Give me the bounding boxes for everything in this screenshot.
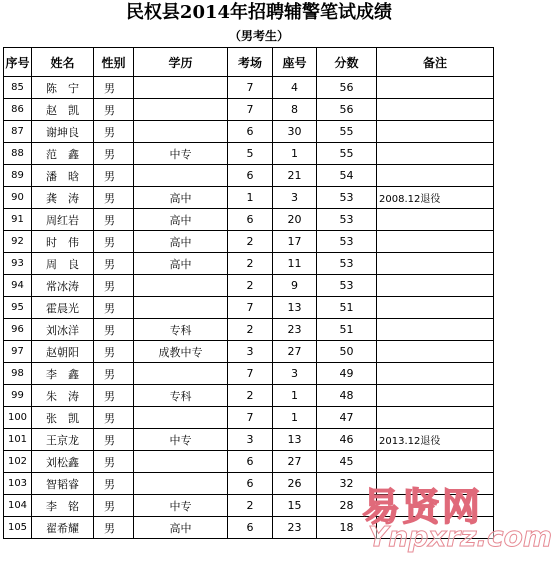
cell-gender: 男: [94, 495, 134, 517]
table-row: [4, 363, 494, 385]
cell-name: 翟希耀: [32, 517, 94, 539]
cell-education: [134, 407, 228, 429]
cell-note: [377, 341, 494, 363]
cell-gender: 男: [94, 429, 134, 451]
cell-seat: 17: [273, 231, 317, 253]
header-gender: 性别: [94, 48, 134, 77]
cell-exam-hall: 2: [228, 231, 273, 253]
cell-score: 53: [317, 209, 377, 231]
cell-exam-hall: 3: [228, 429, 273, 451]
table-row: [4, 495, 494, 517]
cell-exam-hall: 2: [228, 319, 273, 341]
cell-score: 51: [317, 319, 377, 341]
cell-score: 54: [317, 165, 377, 187]
cell-name: 李 鑫: [32, 363, 94, 385]
cell-exam-hall: 2: [228, 495, 273, 517]
cell-seat: 3: [273, 187, 317, 209]
cell-no: 93: [4, 253, 32, 275]
cell-education: [134, 121, 228, 143]
cell-seat: 13: [273, 297, 317, 319]
cell-education: 高中: [134, 253, 228, 275]
header-name: 姓名: [32, 48, 94, 77]
cell-name: 李 铭: [32, 495, 94, 517]
cell-seat: 21: [273, 165, 317, 187]
cell-note: [377, 451, 494, 473]
cell-score: 53: [317, 187, 377, 209]
cell-name: 龚 涛: [32, 187, 94, 209]
cell-gender: 男: [94, 385, 134, 407]
cell-note: [377, 495, 494, 517]
cell-education: 高中: [134, 187, 228, 209]
table-row: [4, 231, 494, 253]
cell-no: 102: [4, 451, 32, 473]
cell-note: [377, 385, 494, 407]
cell-note: [377, 165, 494, 187]
cell-note: [377, 231, 494, 253]
cell-no: 90: [4, 187, 32, 209]
cell-no: 94: [4, 275, 32, 297]
cell-education: [134, 297, 228, 319]
cell-exam-hall: 6: [228, 451, 273, 473]
cell-name: 朱 涛: [32, 385, 94, 407]
cell-note: [377, 99, 494, 121]
cell-score: 49: [317, 363, 377, 385]
cell-name: 王京龙: [32, 429, 94, 451]
cell-seat: 23: [273, 319, 317, 341]
table-row: [4, 517, 494, 539]
table-header-row: [4, 48, 494, 77]
cell-note: [377, 473, 494, 495]
cell-exam-hall: 7: [228, 77, 273, 99]
header-seat: 座号: [273, 48, 317, 77]
cell-score: 55: [317, 143, 377, 165]
cell-no: 104: [4, 495, 32, 517]
table-row: [4, 407, 494, 429]
cell-score: 56: [317, 99, 377, 121]
cell-score: 56: [317, 77, 377, 99]
cell-name: 刘松鑫: [32, 451, 94, 473]
cell-no: 105: [4, 517, 32, 539]
table-row: [4, 473, 494, 495]
cell-note: [377, 275, 494, 297]
header-education: 学历: [134, 48, 228, 77]
table-row: [4, 143, 494, 165]
header-score: 分数: [317, 48, 377, 77]
cell-no: 100: [4, 407, 32, 429]
watermark-url: Ynpxrz.com: [368, 520, 552, 553]
cell-education: 中专: [134, 143, 228, 165]
cell-note: [377, 121, 494, 143]
page-subtitle: （男考生）: [228, 29, 289, 43]
cell-seat: 8: [273, 99, 317, 121]
table-row: [4, 385, 494, 407]
cell-no: 98: [4, 363, 32, 385]
cell-score: 45: [317, 451, 377, 473]
cell-education: [134, 165, 228, 187]
cell-no: 95: [4, 297, 32, 319]
cell-gender: 男: [94, 451, 134, 473]
cell-exam-hall: 7: [228, 407, 273, 429]
cell-gender: 男: [94, 319, 134, 341]
cell-gender: 男: [94, 341, 134, 363]
cell-score: 50: [317, 341, 377, 363]
cell-seat: 27: [273, 451, 317, 473]
cell-note: [377, 143, 494, 165]
cell-score: 55: [317, 121, 377, 143]
cell-no: 87: [4, 121, 32, 143]
cell-seat: 23: [273, 517, 317, 539]
header-no: 序号: [4, 48, 32, 77]
cell-exam-hall: 6: [228, 517, 273, 539]
cell-exam-hall: 7: [228, 363, 273, 385]
header-exam-hall: 考场: [228, 48, 273, 77]
cell-exam-hall: 5: [228, 143, 273, 165]
cell-education: [134, 473, 228, 495]
cell-gender: 男: [94, 165, 134, 187]
cell-score: 46: [317, 429, 377, 451]
table-row: [4, 429, 494, 451]
cell-no: 91: [4, 209, 32, 231]
cell-gender: 男: [94, 297, 134, 319]
cell-education: 中专: [134, 429, 228, 451]
cell-education: [134, 99, 228, 121]
cell-exam-hall: 6: [228, 165, 273, 187]
cell-note: [377, 209, 494, 231]
table-row: [4, 451, 494, 473]
table-row: [4, 165, 494, 187]
table-row: [4, 297, 494, 319]
cell-name: 赵 凯: [32, 99, 94, 121]
cell-no: 99: [4, 385, 32, 407]
cell-seat: 27: [273, 341, 317, 363]
page-title: 民权县2014年招聘辅警笔试成绩: [125, 2, 393, 23]
cell-exam-hall: 3: [228, 341, 273, 363]
cell-no: 86: [4, 99, 32, 121]
cell-gender: 男: [94, 77, 134, 99]
cell-score: 32: [317, 473, 377, 495]
cell-seat: 1: [273, 143, 317, 165]
cell-exam-hall: 1: [228, 187, 273, 209]
cell-gender: 男: [94, 99, 134, 121]
cell-seat: 13: [273, 429, 317, 451]
cell-education: 高中: [134, 517, 228, 539]
cell-seat: 26: [273, 473, 317, 495]
table-row: [4, 341, 494, 363]
cell-no: 85: [4, 77, 32, 99]
cell-gender: 男: [94, 517, 134, 539]
cell-score: 28: [317, 495, 377, 517]
cell-note: 2013.12退役: [377, 429, 494, 451]
cell-name: 周红岩: [32, 209, 94, 231]
cell-gender: 男: [94, 143, 134, 165]
cell-gender: 男: [94, 407, 134, 429]
cell-seat: 15: [273, 495, 317, 517]
cell-note: [377, 253, 494, 275]
cell-score: 48: [317, 385, 377, 407]
cell-score: 53: [317, 253, 377, 275]
cell-gender: 男: [94, 253, 134, 275]
cell-seat: 20: [273, 209, 317, 231]
cell-seat: 9: [273, 275, 317, 297]
cell-gender: 男: [94, 473, 134, 495]
cell-name: 张 凯: [32, 407, 94, 429]
cell-gender: 男: [94, 275, 134, 297]
cell-score: 51: [317, 297, 377, 319]
cell-gender: 男: [94, 209, 134, 231]
cell-seat: 30: [273, 121, 317, 143]
table-row: [4, 187, 494, 209]
cell-name: 时 伟: [32, 231, 94, 253]
cell-seat: 4: [273, 77, 317, 99]
cell-seat: 11: [273, 253, 317, 275]
cell-name: 周 良: [32, 253, 94, 275]
cell-note: [377, 517, 494, 539]
cell-exam-hall: 6: [228, 473, 273, 495]
cell-gender: 男: [94, 187, 134, 209]
cell-name: 潘 晗: [32, 165, 94, 187]
cell-education: 专科: [134, 385, 228, 407]
cell-no: 97: [4, 341, 32, 363]
cell-name: 刘冰洋: [32, 319, 94, 341]
cell-name: 赵朝阳: [32, 341, 94, 363]
cell-name: 范 鑫: [32, 143, 94, 165]
table-row: [4, 319, 494, 341]
table-row: [4, 275, 494, 297]
header-note: 备注: [377, 48, 494, 77]
table-row: [4, 253, 494, 275]
cell-education: 高中: [134, 209, 228, 231]
cell-exam-hall: 2: [228, 253, 273, 275]
cell-name: 谢坤良: [32, 121, 94, 143]
table-row: [4, 121, 494, 143]
cell-education: 中专: [134, 495, 228, 517]
cell-note: [377, 297, 494, 319]
score-table: [3, 47, 494, 539]
cell-name: 霍晨光: [32, 297, 94, 319]
cell-exam-hall: 6: [228, 121, 273, 143]
cell-note: [377, 77, 494, 99]
cell-education: [134, 363, 228, 385]
cell-no: 89: [4, 165, 32, 187]
watermark-brand: 易贤网: [362, 484, 483, 529]
cell-note: 2008.12退役: [377, 187, 494, 209]
table-row: [4, 209, 494, 231]
cell-score: 53: [317, 275, 377, 297]
cell-exam-hall: 6: [228, 209, 273, 231]
cell-education: [134, 451, 228, 473]
cell-note: [377, 407, 494, 429]
cell-education: [134, 275, 228, 297]
cell-name: 陈 宁: [32, 77, 94, 99]
cell-seat: 3: [273, 363, 317, 385]
table-row: [4, 77, 494, 99]
cell-education: [134, 77, 228, 99]
cell-no: 103: [4, 473, 32, 495]
cell-score: 47: [317, 407, 377, 429]
cell-name: 智韬睿: [32, 473, 94, 495]
cell-name: 常冰涛: [32, 275, 94, 297]
cell-seat: 1: [273, 407, 317, 429]
cell-education: 高中: [134, 231, 228, 253]
cell-exam-hall: 7: [228, 297, 273, 319]
cell-gender: 男: [94, 231, 134, 253]
cell-score: 18: [317, 517, 377, 539]
cell-score: 53: [317, 231, 377, 253]
cell-note: [377, 319, 494, 341]
cell-no: 88: [4, 143, 32, 165]
cell-seat: 1: [273, 385, 317, 407]
cell-no: 92: [4, 231, 32, 253]
cell-gender: 男: [94, 121, 134, 143]
cell-education: 成教中专: [134, 341, 228, 363]
cell-gender: 男: [94, 363, 134, 385]
cell-exam-hall: 7: [228, 99, 273, 121]
cell-education: 专科: [134, 319, 228, 341]
cell-note: [377, 363, 494, 385]
cell-exam-hall: 2: [228, 385, 273, 407]
table-row: [4, 99, 494, 121]
cell-no: 101: [4, 429, 32, 451]
cell-exam-hall: 2: [228, 275, 273, 297]
cell-no: 96: [4, 319, 32, 341]
